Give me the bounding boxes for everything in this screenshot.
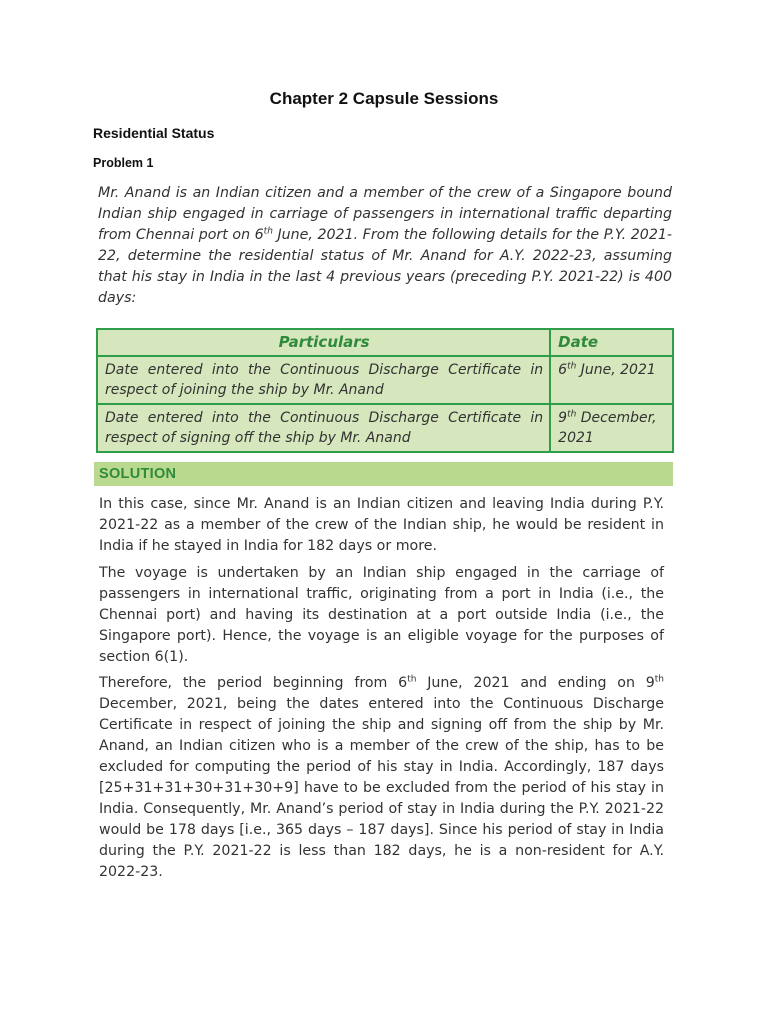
particulars-table (96, 328, 674, 453)
date-rest: June, 2021 (576, 362, 656, 378)
date-rest: December, 2021 (558, 410, 657, 446)
para3-text-a: Therefore, the period beginning from 6 (99, 675, 408, 691)
section-heading: Residential Status (93, 125, 215, 141)
header-date: Date (550, 329, 673, 356)
row-particular: Date entered into the Continuous Discharge Certificate in respect of joining the ship by Mr. Anand (97, 356, 550, 404)
table-header-row (97, 329, 673, 356)
problem-statement (98, 183, 672, 309)
para3-text-c: December, 2021, being the dates entered into the Continuous Discharge Certificate in respect of joining the ship and signing off from the ship by Mr. Anand, an Indian citizen who is a member of the crew of the ship, has to be excluded for computing the period of his stay in India. Accordingly, 187 days [25+31+31+30+31+30+9] have to be excluded from the period of his stay in India. Consequently, Mr. Anand’s period of stay in India during the P.Y. 2021-22 would be 178 days [i.e., 365 days – 187 days]. Since his period of stay in India during the P.Y. 2021-22 is less than 182 days, he is a non-resident for A.Y. 2022-23. (99, 696, 664, 880)
para3-sup-2: th (654, 674, 664, 685)
solution-paragraph-2: The voyage is undertaken by an Indian ship engaged in the carriage of passengers in international traffic, originating from a port in India (i.e., the Chennai port) and having its destination at a port outside India (i.e., the Singapore port). Hence, the voyage is an eligible voyage for the purposes of section 6(1). (99, 565, 664, 665)
problem-heading: Problem 1 (93, 156, 154, 170)
problem-text-sup: th (263, 226, 273, 237)
date-number: 9 (558, 410, 568, 426)
para3-sup-1: th (407, 674, 417, 685)
table-row (97, 404, 673, 452)
solution-label: SOLUTION (99, 466, 177, 482)
chapter-title: Chapter 2 Capsule Sessions (269, 89, 499, 108)
date-suffix: th (567, 361, 577, 372)
date-suffix: th (567, 409, 577, 420)
row-date (550, 404, 673, 452)
table-row (97, 356, 673, 404)
row-particular: Date entered into the Continuous Discharge Certificate in respect of signing off the ship by Mr. Anand (97, 404, 550, 452)
solution-paragraph-1: In this case, since Mr. Anand is an Indian citizen and leaving India during P.Y. 2021-22 as a member of the crew of the Indian ship, he would be resident in India if he stayed in India for 182 days or more. (99, 496, 664, 554)
date-number: 6 (558, 362, 568, 378)
problem-text-part2: June, 2021. From the following details for the P.Y. 2021-22, determine the residential status of Mr. Anand for A.Y. 2022-23, assuming that his stay in India in the last 4 previous years (preceding P.Y. 2021-22) is 400 days: (98, 227, 672, 306)
para3-text-b: June, 2021 and ending on 9 (416, 675, 655, 691)
solution-paragraph-3 (99, 673, 664, 883)
row-date (550, 356, 673, 404)
solution-banner (94, 462, 673, 486)
header-particulars: Particulars (97, 329, 550, 356)
problem-text-part1: Mr. Anand is an Indian citizen and a member of the crew of a Singapore bound Indian ship engaged in carriage of passengers in international traffic departing from Chennai port on 6 (98, 185, 672, 243)
